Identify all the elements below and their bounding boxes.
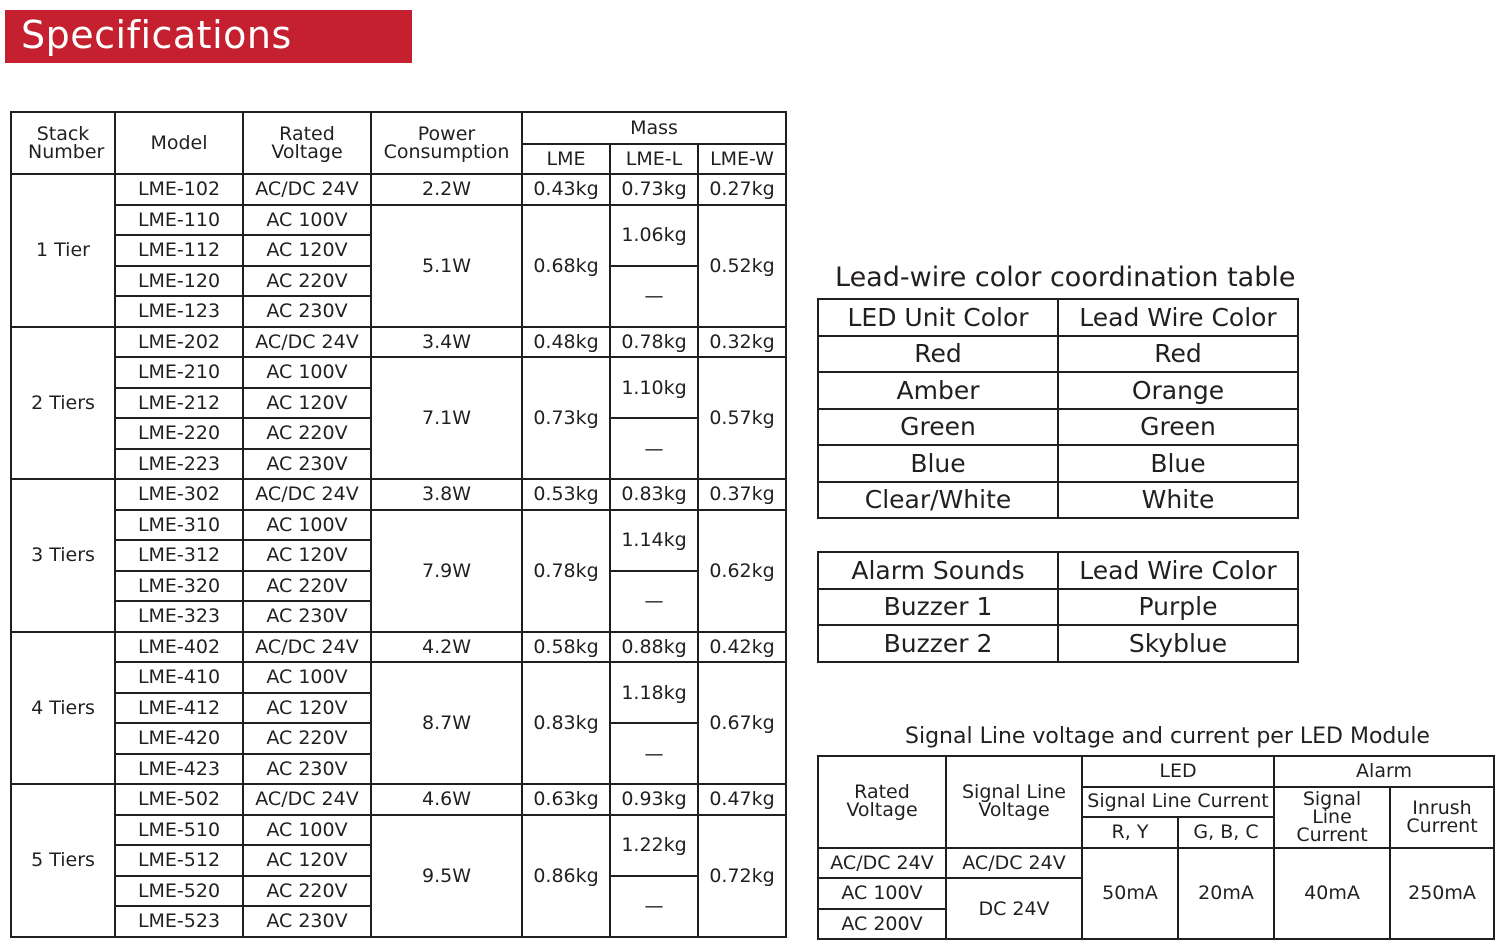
power-cell: 8.7W xyxy=(371,662,522,784)
model-cell: LME-223 xyxy=(115,449,243,480)
mass-lme-w-cell: 0.72kg xyxy=(698,815,786,937)
mass-lme-w-cell: 0.37kg xyxy=(698,479,786,510)
model-cell: LME-502 xyxy=(115,784,243,815)
mass-lme-w-cell: 0.27kg xyxy=(698,174,786,205)
table-row xyxy=(11,662,786,693)
voltage-cell: AC 230V xyxy=(243,754,371,785)
model-cell: LME-510 xyxy=(115,815,243,846)
model-cell: LME-520 xyxy=(115,876,243,907)
ry-current-cell: 50mA xyxy=(1082,848,1178,940)
model-cell: LME-320 xyxy=(115,571,243,602)
spec-table xyxy=(10,111,787,938)
table-row xyxy=(11,479,786,510)
voltage-cell: AC 230V xyxy=(243,601,371,632)
power-cell: 9.5W xyxy=(371,815,522,937)
table-row xyxy=(11,174,786,205)
voltage-cell: AC 220V xyxy=(243,571,371,602)
voltage-cell: AC 230V xyxy=(243,906,371,937)
page-title: Specifications xyxy=(5,10,412,63)
wire-color-cell: Orange xyxy=(1058,372,1298,409)
mass-lme-cell: 0.73kg xyxy=(522,357,610,479)
stack-number-cell: 3 Tiers xyxy=(11,479,115,632)
model-cell: LME-102 xyxy=(115,174,243,205)
led-color-cell: Red xyxy=(818,336,1058,373)
mass-lme-l-cell: 1.18kg xyxy=(610,662,698,723)
table-row xyxy=(11,205,786,236)
table-row xyxy=(818,589,1298,626)
mass-lme-l-cell: — xyxy=(610,876,698,937)
mass-lme-cell: 0.43kg xyxy=(522,174,610,205)
voltage-cell: AC/DC 24V xyxy=(243,174,371,205)
model-cell: LME-120 xyxy=(115,266,243,297)
model-cell: LME-523 xyxy=(115,906,243,937)
signal-line-table xyxy=(817,755,1495,940)
header-led-signal-line-current: Signal Line Current xyxy=(1082,787,1274,818)
alarm-lead-wire-table xyxy=(817,551,1299,663)
mass-lme-w-cell: 0.62kg xyxy=(698,510,786,632)
lead-wire-table-title: Lead-wire color coordination table xyxy=(835,262,1296,293)
header-lme-w: LME-W xyxy=(698,144,786,174)
signal-table-title: Signal Line voltage and current per LED Module xyxy=(905,724,1430,749)
model-cell: LME-512 xyxy=(115,845,243,876)
table-row xyxy=(818,372,1298,409)
table-row xyxy=(818,409,1298,446)
header-lme-l: LME-L xyxy=(610,144,698,174)
voltage-cell: AC 220V xyxy=(243,723,371,754)
header-rated-voltage: Rated Voltage xyxy=(818,756,946,848)
header-signal-line-voltage: Signal Line Voltage xyxy=(946,756,1082,848)
header-mass: Mass xyxy=(522,112,786,144)
table-row xyxy=(818,625,1298,662)
model-cell: LME-212 xyxy=(115,388,243,419)
voltage-cell: AC 100V xyxy=(243,357,371,388)
wire-color-cell: White xyxy=(1058,482,1298,519)
signal-voltage-cell: AC/DC 24V xyxy=(946,848,1082,879)
power-cell: 7.1W xyxy=(371,357,522,479)
model-cell: LME-210 xyxy=(115,357,243,388)
table-row xyxy=(818,445,1298,482)
led-lead-wire-table xyxy=(817,298,1299,519)
mass-lme-cell: 0.58kg xyxy=(522,632,610,663)
voltage-cell: AC/DC 24V xyxy=(243,327,371,358)
model-cell: LME-112 xyxy=(115,235,243,266)
rated-voltage-cell: AC 200V xyxy=(818,909,946,940)
spec-table-body xyxy=(11,174,786,937)
model-cell: LME-220 xyxy=(115,418,243,449)
mass-lme-cell: 0.78kg xyxy=(522,510,610,632)
model-cell: LME-402 xyxy=(115,632,243,663)
mass-lme-cell: 0.63kg xyxy=(522,784,610,815)
voltage-cell: AC 220V xyxy=(243,266,371,297)
mass-lme-cell: 0.53kg xyxy=(522,479,610,510)
model-cell: LME-423 xyxy=(115,754,243,785)
power-cell: 5.1W xyxy=(371,205,522,327)
mass-lme-l-cell: 0.83kg xyxy=(610,479,698,510)
wire-color-cell: Blue xyxy=(1058,445,1298,482)
voltage-cell: AC 120V xyxy=(243,845,371,876)
mass-lme-l-cell: 0.88kg xyxy=(610,632,698,663)
header-model: Model xyxy=(115,112,243,174)
header-power-consumption: Power Consumption xyxy=(371,112,522,174)
header-ry: R, Y xyxy=(1082,817,1178,848)
model-cell: LME-302 xyxy=(115,479,243,510)
header-stack-number: Stack Number xyxy=(11,112,115,174)
wire-color-cell: Skyblue xyxy=(1058,625,1298,662)
mass-lme-l-cell: 1.06kg xyxy=(610,205,698,266)
mass-lme-cell: 0.83kg xyxy=(522,662,610,784)
mass-lme-l-cell: 0.78kg xyxy=(610,327,698,358)
model-cell: LME-312 xyxy=(115,540,243,571)
stack-number-cell: 4 Tiers xyxy=(11,632,115,785)
model-cell: LME-323 xyxy=(115,601,243,632)
inrush-current-cell: 250mA xyxy=(1390,848,1494,940)
alarm-sound-cell: Buzzer 1 xyxy=(818,589,1058,626)
stack-number-cell: 5 Tiers xyxy=(11,784,115,937)
wire-color-cell: Purple xyxy=(1058,589,1298,626)
table-row xyxy=(11,327,786,358)
header-rated-voltage: Rated Voltage xyxy=(243,112,371,174)
voltage-cell: AC 120V xyxy=(243,388,371,419)
mass-lme-w-cell: 0.67kg xyxy=(698,662,786,784)
header-led: LED xyxy=(1082,756,1274,787)
voltage-cell: AC/DC 24V xyxy=(243,632,371,663)
mass-lme-w-cell: 0.47kg xyxy=(698,784,786,815)
voltage-cell: AC 100V xyxy=(243,205,371,236)
mass-lme-w-cell: 0.32kg xyxy=(698,327,786,358)
power-cell: 4.6W xyxy=(371,784,522,815)
voltage-cell: AC 100V xyxy=(243,815,371,846)
wire-color-cell: Red xyxy=(1058,336,1298,373)
voltage-cell: AC 230V xyxy=(243,449,371,480)
voltage-cell: AC 100V xyxy=(243,662,371,693)
rated-voltage-cell: AC/DC 24V xyxy=(818,848,946,879)
mass-lme-cell: 0.48kg xyxy=(522,327,610,358)
mass-lme-w-cell: 0.57kg xyxy=(698,357,786,479)
gbc-current-cell: 20mA xyxy=(1178,848,1274,940)
wire-color-cell: Green xyxy=(1058,409,1298,446)
power-cell: 3.4W xyxy=(371,327,522,358)
model-cell: LME-410 xyxy=(115,662,243,693)
voltage-cell: AC/DC 24V xyxy=(243,479,371,510)
table-row xyxy=(818,336,1298,373)
table-row xyxy=(11,510,786,541)
model-cell: LME-110 xyxy=(115,205,243,236)
model-cell: LME-202 xyxy=(115,327,243,358)
model-cell: LME-412 xyxy=(115,693,243,724)
voltage-cell: AC 120V xyxy=(243,235,371,266)
model-cell: LME-123 xyxy=(115,296,243,327)
signal-voltage-cell: DC 24V xyxy=(946,878,1082,939)
voltage-cell: AC 120V xyxy=(243,540,371,571)
header-alarm-sounds: Alarm Sounds xyxy=(818,552,1058,589)
power-cell: 3.8W xyxy=(371,479,522,510)
header-led-unit-color: LED Unit Color xyxy=(818,299,1058,336)
power-cell: 7.9W xyxy=(371,510,522,632)
header-inrush-current: Inrush Current xyxy=(1390,787,1494,848)
table-row xyxy=(818,482,1298,519)
voltage-cell: AC 220V xyxy=(243,876,371,907)
model-cell: LME-420 xyxy=(115,723,243,754)
header-alarm-signal-line-current: Signal Line Current xyxy=(1274,787,1390,848)
led-color-cell: Clear/White xyxy=(818,482,1058,519)
mass-lme-l-cell: — xyxy=(610,571,698,632)
voltage-cell: AC/DC 24V xyxy=(243,784,371,815)
alarm-current-cell: 40mA xyxy=(1274,848,1390,940)
header-lead-wire-color: Lead Wire Color xyxy=(1058,299,1298,336)
table-row xyxy=(11,632,786,663)
mass-lme-l-cell: 0.93kg xyxy=(610,784,698,815)
mass-lme-w-cell: 0.52kg xyxy=(698,205,786,327)
led-color-cell: Blue xyxy=(818,445,1058,482)
mass-lme-l-cell: 1.10kg xyxy=(610,357,698,418)
table-row xyxy=(818,848,1494,879)
led-color-cell: Amber xyxy=(818,372,1058,409)
mass-lme-l-cell: — xyxy=(610,723,698,784)
header-lme: LME xyxy=(522,144,610,174)
mass-lme-l-cell: 1.22kg xyxy=(610,815,698,876)
voltage-cell: AC 230V xyxy=(243,296,371,327)
header-gbc: G, B, C xyxy=(1178,817,1274,848)
stack-number-cell: 1 Tier xyxy=(11,174,115,327)
led-color-cell: Green xyxy=(818,409,1058,446)
stack-number-cell: 2 Tiers xyxy=(11,327,115,480)
voltage-cell: AC 100V xyxy=(243,510,371,541)
header-alarm: Alarm xyxy=(1274,756,1494,787)
model-cell: LME-310 xyxy=(115,510,243,541)
voltage-cell: AC 120V xyxy=(243,693,371,724)
table-row xyxy=(11,784,786,815)
alarm-sound-cell: Buzzer 2 xyxy=(818,625,1058,662)
power-cell: 2.2W xyxy=(371,174,522,205)
table-row xyxy=(11,815,786,846)
voltage-cell: AC 220V xyxy=(243,418,371,449)
mass-lme-l-cell: — xyxy=(610,418,698,479)
mass-lme-l-cell: — xyxy=(610,266,698,327)
mass-lme-l-cell: 0.73kg xyxy=(610,174,698,205)
mass-lme-w-cell: 0.42kg xyxy=(698,632,786,663)
mass-lme-l-cell: 1.14kg xyxy=(610,510,698,571)
header-lead-wire-color: Lead Wire Color xyxy=(1058,552,1298,589)
table-row xyxy=(11,357,786,388)
mass-lme-cell: 0.68kg xyxy=(522,205,610,327)
mass-lme-cell: 0.86kg xyxy=(522,815,610,937)
rated-voltage-cell: AC 100V xyxy=(818,878,946,909)
power-cell: 4.2W xyxy=(371,632,522,663)
